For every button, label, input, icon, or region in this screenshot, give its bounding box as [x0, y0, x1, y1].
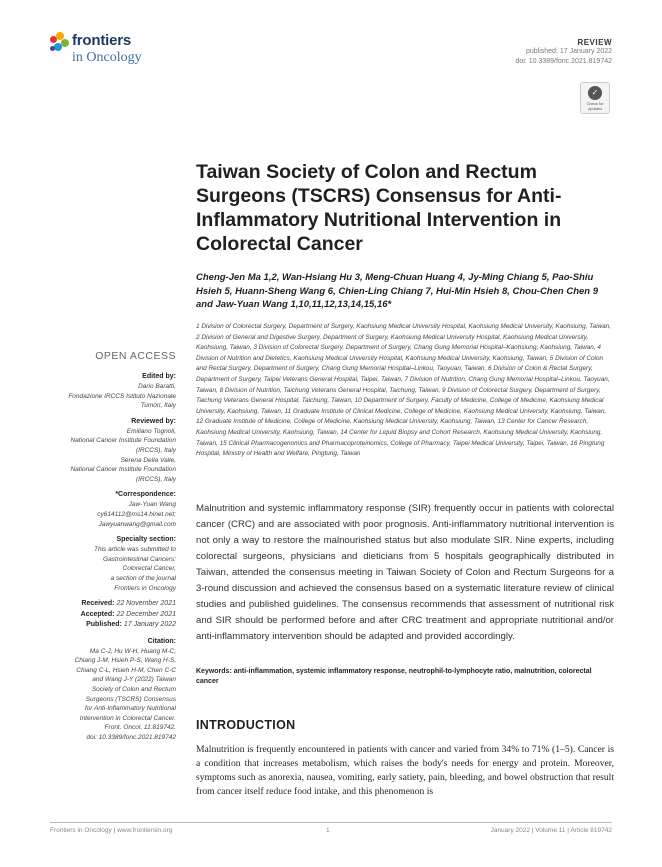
citation-info: Ma C-J, Hu W-H, Huang M-C, Chiang J-M, Hsieh P-S, Wang H-S, Chiang C-L, Hsieh H-M, Chen C-C and Wang J-Y (2022) Taiwan Society of Colon and Rectum Surgeons (TSCRS) Consensus for Anti-Inflammatory Nutritional Intervention in Colorectal Cancer. Front. Oncol. 11:819742. doi: 10.3389/fonc.2021.819742	[74, 647, 176, 741]
article-dates: Received: 22 November 2021 Accepted: 22 December 2021 Published: 17 January 2022	[80, 600, 176, 629]
open-access-label: OPEN ACCESS	[95, 350, 176, 362]
citation-label: Citation:	[147, 637, 176, 645]
page-footer	[50, 822, 612, 836]
correspondence-label: *Correspondence:	[115, 491, 176, 499]
keywords: Keywords: anti-inflammation, systemic inflammatory response, neutrophil-to-lymphocyte ratio, malnutrition, colorectal cancer	[196, 668, 592, 685]
footer-issue-info: January 2022 | Volume 11 | Article 819742	[490, 827, 612, 834]
logo-journal-name: in Oncology	[72, 50, 142, 65]
article-meta-header	[515, 38, 612, 67]
doi-header[interactable]: doi: 10.3389/fonc.2021.819742	[515, 58, 612, 65]
article-title: Taiwan Society of Colon and Rectum Surgeons (TSCRS) Consensus for Anti-Inflammatory Nutritional Intervention in Colorectal Cancer	[196, 161, 562, 255]
specialty-section-info: This article was submitted to Gastrointestinal Cancers: Colorectal Cancer, a section of the journal Frontiers in Oncology	[93, 546, 176, 592]
introduction-text: Malnutrition is frequently encountered in patients with cancer and varied from 34% to 71% (1–5). Cancer is a condition that increases metabolism, which raises the body's needs for energy and protein. Moreover, symptoms such as anorexia, nausea, vomiting, early satiety, pain, bleeding, and bowel obstruction that result from cancer itself reduce food intake, and this phenomenon is	[196, 744, 614, 797]
check-updates-label: Check for updates	[586, 101, 604, 111]
section-heading-introduction: INTRODUCTION	[196, 718, 296, 732]
specialty-section-label: Specialty section:	[116, 536, 176, 544]
reviewer-info: Emiliano Tognoli, National Cancer Institute Foundation (IRCCS), Italy Serena Della Valle, National Cancer Institute Foundation (IRCCS), Italy	[70, 427, 176, 483]
affiliations: 1 Division of Colorectal Surgery, Department of Surgery, Kaohsiung Medical University Hospital, Kaohsiung Medical University, Kaohsiung, Taiwan, 2 Division of General and Digestive Surgery, Department of Surgery, Kaohsiung Medical University Hospital, Kaohsiung Medical University, Kaohsiung, Taiwan, 3 Division of Colorectal Surgery, Department of Surgery, Chang Gung Memorial Hospital–Kaohsiung, Kaohsiung, Taiwan, 4 Division of Nutrition and Dietetics, Kaohsiung Medical University Hospital, Kaohsiung Medical University, Kaohsiung, Taiwan, 5 Division of Colon and Rectal Surgery, Department of Surgery, Chang Gung Memorial Hospital–Linkou, Taoyuan, Taiwan, 6 Division of Colon & Rectal Surgery, Department of Surgery, Taipei Veterans General Hospital, Taipei, Taiwan, 7 Division of Nutrition, Chang Gung Memorial Hospital–Linkou, Taoyuan, Taiwan, 8 Division of Nutrition, Taichung Veterans General Hospital, Taichung, Taiwan, 9 Division of Colorectal Surgery, Department of Surgery, Taichung Veterans General Hospital, Taichung, Taiwan, 10 Department of Surgery, Faculty of Medicine, College of Medicine, Kaohsiung Medical University, Kaohsiung, Taiwan, 11 Graduate Institute of Clinical Medicine, College of Medicine, Kaohsiung Medical University, Kaohsiung, Taiwan, 12 Graduate Institute of Medicine, College of Medicine, Kaohsiung Medical University, Kaohsiung, Taiwan, 13 Center for Cancer Research, Kaohsiung Medical University, Kaohsiung, Taiwan, 14 Center for Liquid Biopsy and Cohort Research, Kaohsiung Medical University, Kaohsiung, Taiwan, 15 Clinical Pharmacogenomics and Pharmacoproteinomics, College of Pharmacy, Taipei Medical University, Taipei, Taiwan, 16 Pingtung Hospital, Ministry of Health and Welfare, Pingtung, Taiwan	[196, 323, 611, 458]
logo-word: frontiers	[72, 32, 132, 49]
edited-by-label: Edited by:	[142, 373, 176, 380]
reviewed-by-label: Reviewed by:	[131, 417, 176, 425]
author-list: Cheng-Jen Ma 1,2, Wan-Hsiang Hu 3, Meng-Chuan Huang 4, Jy-Ming Chiang 5, Pao-Shiu Hsieh 5, Huann-Sheng Wang 6, Chien-Ling Chiang 7, Hui-Min Hsieh 8, Chou-Chen Chen 9 and Jaw-Yuan Wang 1,10,11,12,13,14,15,16*	[196, 272, 599, 310]
abstract: Malnutrition and systemic inflammatory response (SIR) frequently occur in patients with colorectal cancer (CRC) and are associated with poor prognosis. Anti-inflammatory nutritional intervention is not only a way to restore the malnourished status but also modulate SIR. Nine experts, including colorectal surgeons, physicians and dieticians from 5 hospitals geographically distributed in Taiwan, attended the consensus meeting in Taiwan Society of Colon and Rectum Surgeons for a 3-round discussion and achieved the consensus based on a systematic literature review of clinical studies and published guidelines. The consensus recommends that assessment of nutritional risk and SIR should be performed before and after CRC treatment and appropriate nutritional and/or anti-inflammatory intervention should be adapted and provided accordingly.	[196, 503, 614, 642]
journal-logo	[50, 30, 180, 70]
check-for-updates-button[interactable]	[580, 82, 610, 114]
footer-journal-link[interactable]: Frontiers in Oncology | www.frontiersin.org	[50, 827, 173, 834]
editor-info: Dario Baratti, Fondazione IRCCS Istituto Nazionale Tumori, Italy	[68, 383, 176, 410]
check-updates-icon: ✓	[588, 86, 602, 100]
page-number: 1	[326, 827, 330, 834]
frontiers-logo-icon	[50, 32, 72, 54]
article-sidebar	[40, 350, 176, 743]
published-date: published: 17 January 2022	[525, 48, 612, 55]
correspondence-info[interactable]: Jaw-Yuan Wang cy614112@ms14.hinet.net; Jawyuanwang@gmail.com	[97, 501, 176, 528]
article-type: REVIEW	[577, 38, 612, 47]
